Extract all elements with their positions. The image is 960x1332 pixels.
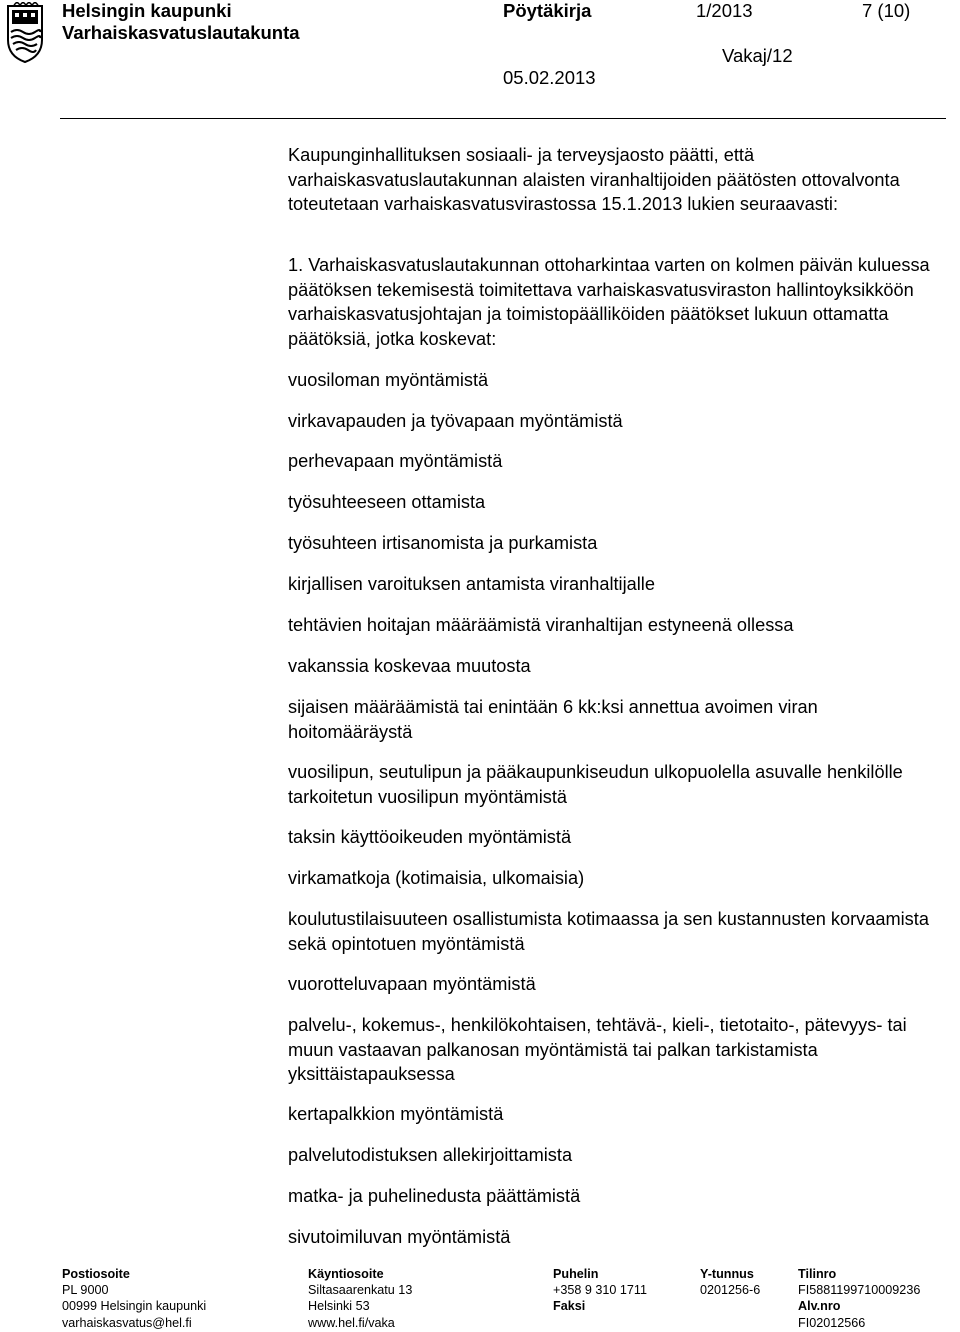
list-item: vuosiloman myöntämistä: [288, 370, 489, 390]
list-item: virkamatkoja (kotimaisia, ulkomaisia): [288, 868, 585, 888]
list-item: taksin käyttöoikeuden myöntämistä: [288, 827, 572, 847]
list-item: kirjallisen varoituksen antamista viranhaltijalle: [288, 574, 655, 594]
list-item: sivutoimiluvan myöntämistä: [288, 1227, 511, 1247]
footer-label: Tilinro: [798, 1267, 837, 1281]
list-item: koulutustilaisuuteen osallistumista kotimaassa ja sen kustannusten korvaamista sekä opintotuen myöntämistä: [288, 909, 929, 954]
footer-email-link[interactable]: varhaiskasvatus@hel.fi: [62, 1315, 192, 1330]
footer-business-id: [700, 1266, 760, 1298]
list-item: sijaisen määräämistä tai enintään 6 kk:ksi annettua avoimen viran hoitomääräystä: [288, 697, 818, 742]
list-item: palvelu-, kokemus-, henkilökohtaisen, tehtävä-, kieli-, tietotaito-, pätevyys- tai muun vastaavan palkanosan myöntämistä tai palkan tarkistamista yksittäistapauksessa: [288, 1015, 907, 1084]
footer-label: Alv.nro: [798, 1299, 841, 1314]
city-name: Helsingin kaupunki: [62, 0, 232, 21]
footer-postal-address: [62, 1266, 206, 1331]
list-item: vakanssia koskevaa muutosta: [288, 656, 531, 676]
footer-value: Helsinki 53: [308, 1299, 370, 1314]
intro-paragraph: Kaupunginhallituksen sosiaali- ja terveysjaosto päätti, että varhaiskasvatuslautakunnan alaisten viranhaltijoiden päätösten ottovalvonta toteutetaan varhaiskasvatusvirastossa 15.1.2013 lukien seuraavasti:: [288, 145, 900, 214]
list-item: matka- ja puhelinedusta päättämistä: [288, 1186, 581, 1206]
footer-visit-address: [308, 1266, 412, 1331]
board-name: Varhaiskasvatuslautakunta: [62, 22, 300, 43]
footer-value: 00999 Helsingin kaupunki: [62, 1299, 207, 1314]
footer-value: Siltasaarenkatu 13: [308, 1283, 413, 1298]
point-1-paragraph: 1. Varhaiskasvatuslautakunnan ottoharkintaa varten on kolmen päivän kuluessa päätöksen tekemisestä toimitettava varhaiskasvatusviraston hallintoyksikköön varhaiskasvatusjohtajan ja toimistopäälliköiden päätökset lukuun ottamatta päätöksiä, jotka koskevat:: [288, 255, 930, 349]
page-number: 7 (10): [862, 0, 911, 21]
footer-label: Käyntiosoite: [308, 1267, 384, 1281]
meeting-date: 05.02.2013: [503, 67, 596, 88]
footer-website-link[interactable]: www.hel.fi/vaka: [308, 1315, 395, 1330]
list-item: tehtävien hoitajan määräämistä viranhaltijan estyneenä ollessa: [288, 615, 794, 635]
footer-account: [798, 1266, 920, 1331]
footer-value: PL 9000: [62, 1283, 109, 1298]
footer-value: +358 9 310 1711: [553, 1283, 647, 1298]
footer-phone: [553, 1266, 647, 1315]
doc-type: Pöytäkirja: [503, 0, 592, 21]
footer-label: Puhelin: [553, 1267, 599, 1281]
list-item: perhevapaan myöntämistä: [288, 451, 503, 471]
footer-value: FI02012566: [798, 1315, 866, 1330]
list-item: vuorotteluvapaan myöntämistä: [288, 974, 536, 994]
header-rule: [60, 118, 946, 119]
list-item: virkavapauden ja työvapaan myöntämistä: [288, 411, 623, 431]
footer-label: Y-tunnus: [700, 1267, 754, 1281]
footer-label: Faksi: [553, 1299, 586, 1314]
meeting-number: 1/2013: [696, 0, 753, 21]
list-item: palvelutodistuksen allekirjoittamista: [288, 1145, 573, 1165]
list-item: työsuhteen irtisanomista ja purkamista: [288, 533, 598, 553]
helsinki-crest-icon: [2, 2, 48, 64]
footer-value: 0201256-6: [700, 1283, 761, 1298]
list-item: työsuhteeseen ottamista: [288, 492, 486, 512]
list-item: vuosilipun, seutulipun ja pääkaupunkiseudun ulkopuolella asuvalle henkilölle tarkoitetun vuosilipun myöntämistä: [288, 762, 903, 807]
section-number: Vakaj/12: [722, 45, 793, 66]
footer-label: Postiosoite: [62, 1267, 130, 1281]
footer-value: FI5881199710009236: [798, 1283, 921, 1298]
list-item: kertapalkkion myöntämistä: [288, 1104, 504, 1124]
